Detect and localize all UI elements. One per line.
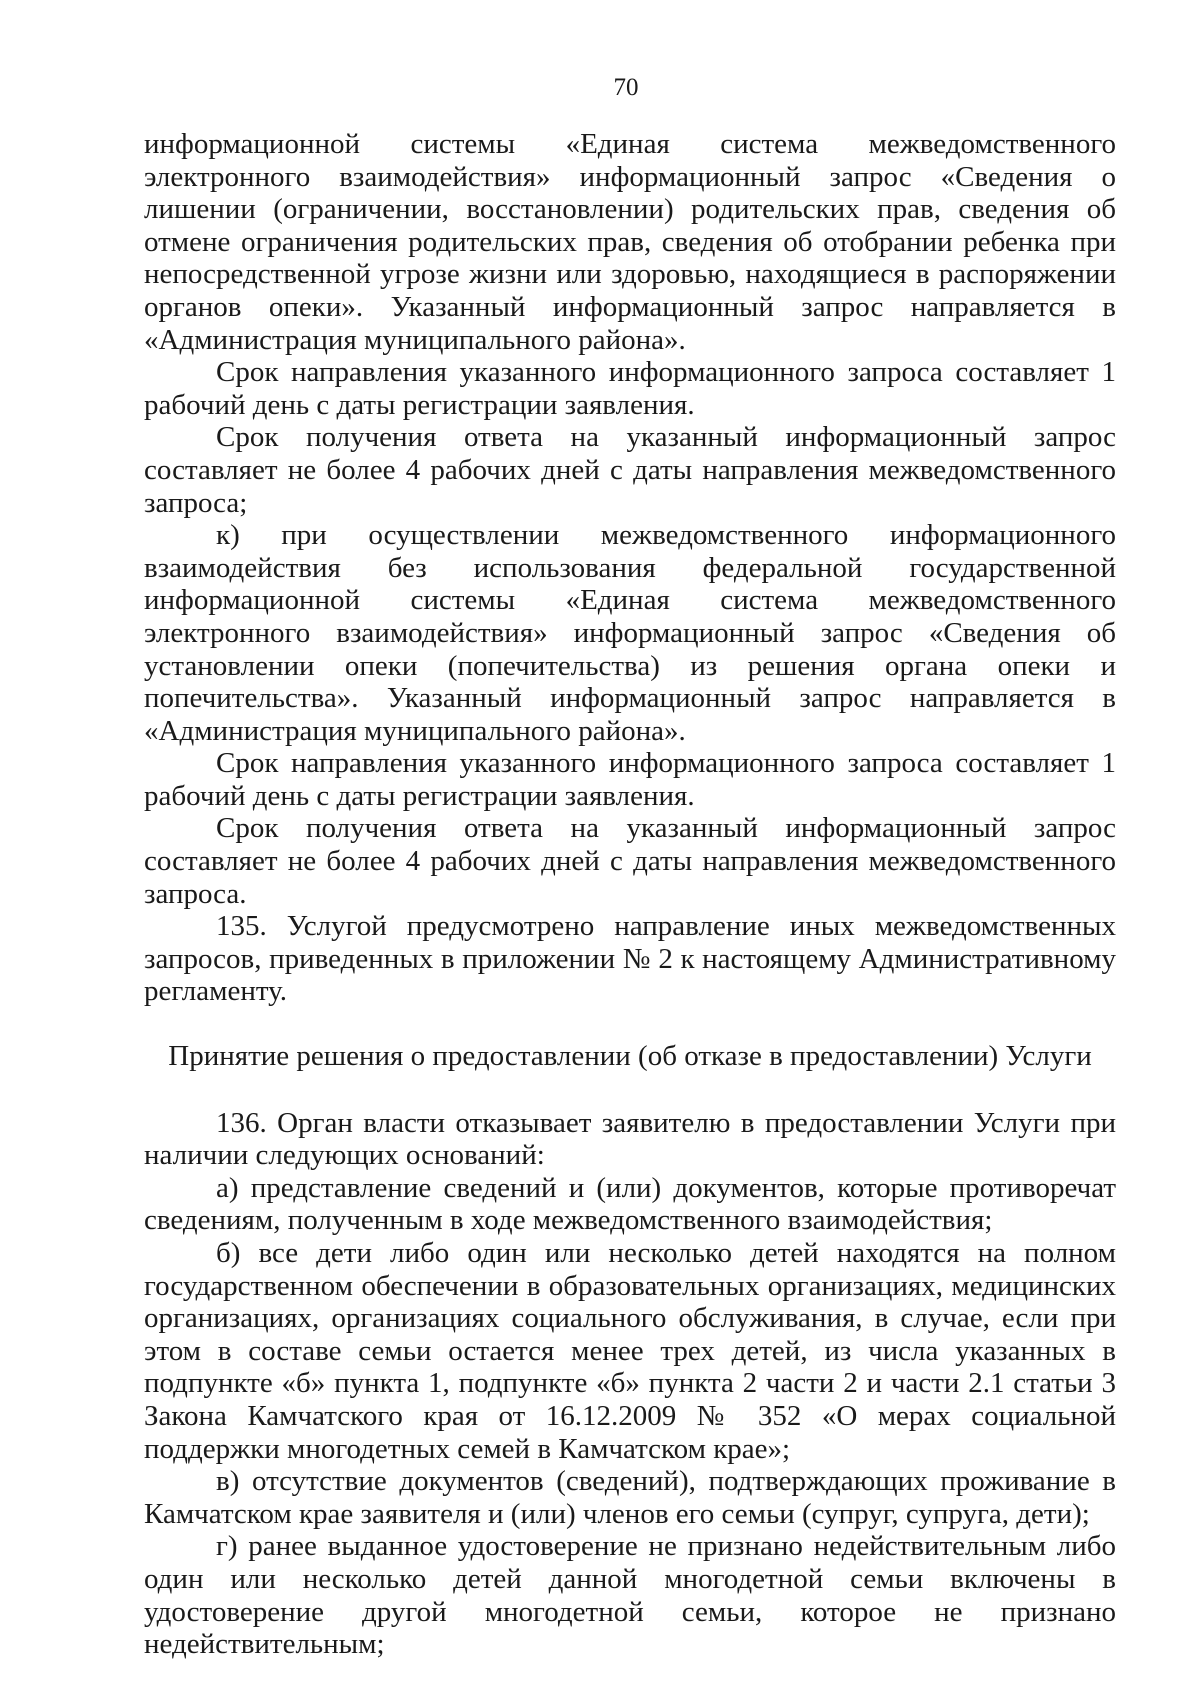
paragraph-request-deadline-2: Срок направления указанного информационного запроса составляет 1 рабочий день с даты регистрации заявления. (144, 747, 1116, 812)
paragraph-response-deadline-2: Срок получения ответа на указанный информационный запрос составляет не более 4 рабочих дней с даты направления межведомственного запроса. (144, 812, 1116, 910)
paragraph-request-deadline: Срок направления указанного информационного запроса составляет 1 рабочий день с даты регистрации заявления. (144, 356, 1116, 421)
page-number: 70 (613, 74, 639, 101)
paragraph-item-g: г) ранее выданное удостоверение не признано недействительным либо один или несколько детей данной многодетной семьи включены в удостоверение другой многодетной семьи, которое не признано недействительным; (144, 1530, 1116, 1661)
paragraph-continuation: информационной системы «Единая система межведомственного электронного взаимодействия» информационный запрос «Сведения о лишении (ограничении, восстановлении) родительских прав, сведения об отмене ограничения родительских прав, сведения об отобрании ребенка при непосредственной угрозе жизни или здоровью, находящиеся в распоряжении органов опеки». Указанный информационный запрос направляется в «Администрация муниципального района». (144, 128, 1116, 356)
paragraph-135: 135. Услугой предусмотрено направление иных межведомственных запросов, приведенных в приложении № 2 к настоящему Административному регламенту. (144, 910, 1116, 1008)
paragraph-item-b: б) все дети либо один или несколько детей находятся на полном государственном обеспечении в образовательных организациях, медицинских организациях, организациях социального обслуживания, в случае, если при этом в составе семьи остается менее трех детей, из числа указанных в подпункте «б» пункта 1, подпункте «б» пункта 2 части 2 и части 2.1 статьи 3 Закона Камчатского края от 16.12.2009 № 352 «О мерах социальной поддержки многодетных семей в Камчатском крае»; (144, 1237, 1116, 1465)
section-heading: Принятие решения о предоставлении (об отказе в предоставлении) Услуги (168, 1040, 1092, 1073)
paragraph-item-a: а) представление сведений и (или) документов, которые противоречат сведениям, полученным в ходе межведомственного взаимодействия; (144, 1171, 1116, 1237)
paragraph-136: 136. Орган власти отказывает заявителю в предоставлении Услуги при наличии следующих оснований: (144, 1106, 1116, 1172)
paragraph-response-deadline: Срок получения ответа на указанный информационный запрос составляет не более 4 рабочих дней с даты направления межведомственного запроса; (144, 421, 1116, 519)
paragraph-item-v: в) отсутствие документов (сведений), подтверждающих проживание в Камчатском крае заявителя и (или) членов его семьи (супруг, супруга, дети); (144, 1465, 1116, 1530)
paragraph-item-k: к) при осуществлении межведомственного информационного взаимодействия без использования федеральной государственной информационной системы «Единая система межведомственного электронного взаимодействия» информационный запрос «Сведения об установлении опеки (попечительства) из решения органа опеки и попечительства». Указанный информационный запрос направляется в «Администрация муниципального района». (144, 519, 1116, 747)
document-body (144, 128, 1116, 1661)
